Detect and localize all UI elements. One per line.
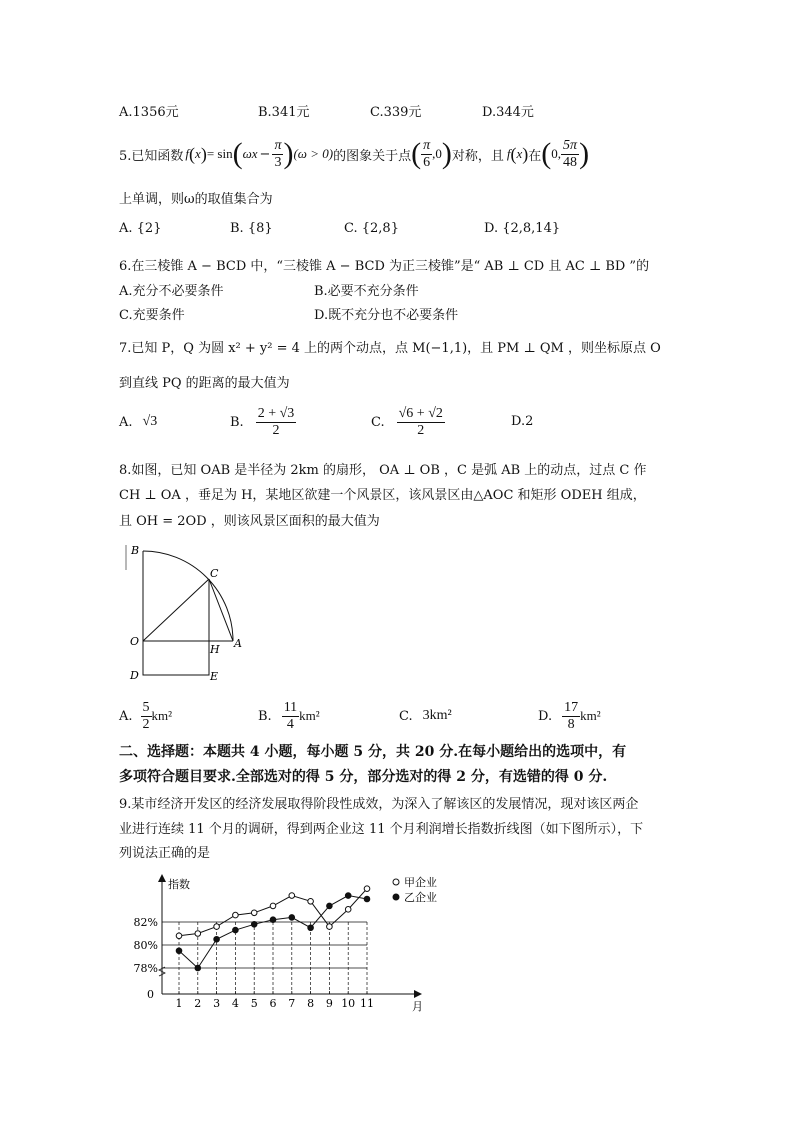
q5-eq: = sin [206, 146, 233, 161]
q7-option-a [119, 400, 157, 444]
q8-d-frac: $\frac{17}{8}$ [564, 699, 579, 732]
q6-option-d: D.既不充分也不必要条件 [314, 308, 459, 323]
section2-line1: 二、选择题：本题共 4 小题，每小题 5 分，共 20 分.在每小题给出的选项中，有 [119, 744, 627, 760]
series-1-point [289, 893, 295, 899]
series-2-point [308, 925, 314, 931]
q6-option-a: A.充分不必要条件 [119, 284, 224, 299]
legend-marker-1 [393, 879, 399, 885]
q5-option-a: A. {2} [119, 221, 162, 236]
q9-line3: 列说法正确的是 [119, 846, 211, 861]
x-tick-label: 3 [213, 997, 221, 1010]
q4-option-d: D.344元 [482, 105, 534, 120]
q8-option-d [538, 694, 601, 738]
q8-a-label: A. [119, 708, 133, 724]
fig-label-c: C [210, 567, 219, 580]
series-1-point [195, 931, 201, 937]
q8-b-frac: $\frac{11}{4}$ [283, 699, 298, 732]
x-tick-label: 2 [194, 997, 202, 1010]
fig-label-a: A [234, 637, 242, 650]
q5-option-c: C. {2,8} [344, 221, 399, 236]
series-1-point [233, 912, 239, 918]
x-tick-label: 9 [325, 997, 333, 1010]
series-2-point [176, 948, 182, 954]
q5-sym: 对称，且 [451, 148, 504, 164]
q9-line-chart [130, 872, 460, 1020]
q6-stem: 6.在三棱锥 A − BCD 中，“三棱锥 A − BCD 为正三棱锥”是“ AB ⊥ CD 且 AC ⊥ BD ”的 [119, 259, 650, 274]
q8-option-c [399, 694, 452, 738]
series-1-point [308, 899, 314, 905]
q5-in: 在 [528, 148, 542, 164]
q4-option-b: B.341元 [258, 105, 310, 120]
legend-label-1: 甲企业 [404, 876, 437, 889]
q4-option-c: C.339元 [370, 105, 422, 120]
q5-interval-start: 0, [551, 146, 562, 161]
q5-pi-over-6: $\frac{\pi}{6}$ [423, 137, 431, 170]
q8-c-value: 3km² [422, 708, 452, 723]
x-tick-label: 6 [269, 997, 277, 1010]
q7-a-value: √3 [142, 414, 158, 429]
fig-label-o: O [130, 635, 140, 648]
x-tick-label: 10 [341, 997, 356, 1010]
q8-option-b [258, 694, 320, 738]
q7-a-label: A. [119, 414, 133, 430]
fig-label-d: D [130, 669, 139, 682]
series-1-point [364, 886, 370, 892]
series-1-point [345, 907, 351, 913]
series-1-point [214, 924, 220, 930]
q5-stem: 5.已知函数 f ( x ) = sin ( ω x − $\frac{\pi}{3}$ ) (ω > 0) 的图象关于点 ( $\frac{\pi}{6}$ ,0 ) 对称，且 f ( x ) 在 ( 0, $\frac{5\pi}{48}$ ) [119, 137, 590, 170]
x-tick-label: 11 [360, 997, 374, 1010]
y-axis-label: 指数 [168, 878, 190, 891]
legend-label-2: 乙企业 [404, 891, 437, 904]
q8-d-unit: km² [580, 708, 601, 723]
x-axis-label: 月 [412, 1000, 423, 1013]
q7-b-frac: $\frac{2 + √3}{2}$ [257, 405, 295, 438]
q7-b-label: B. [230, 414, 244, 430]
series-1-point [327, 924, 333, 930]
section2-line2: 多项符合题目要求.全部选对的得 5 分，部分选对的得 2 分，有选错的得 0 分. [119, 769, 608, 785]
q5-5pi-over-48: $\frac{5\pi}{48}$ [563, 137, 578, 170]
series-1-point [176, 933, 182, 939]
y-tick-label: 78% [133, 962, 158, 975]
series-2-point [289, 915, 295, 921]
q9-line2: 业进行连续 11 个月的调研，得到两企业这 11 个月利润增长指数折线图（如下图所示），下 [119, 822, 644, 837]
q8-line2: CH ⊥ OA ，垂足为 H，某地区欲建一个风景区，该风景区由△AOC 和矩形 ODEH 组成， [119, 488, 646, 503]
q7-option-b [230, 400, 296, 444]
x-tick-label: 4 [231, 997, 239, 1010]
q4-option-a: A.1356元 [119, 105, 179, 120]
series-2-point [251, 922, 257, 928]
q5-f: f [185, 146, 190, 161]
q8-a-frac: $\frac{5}{2}$ [142, 699, 150, 732]
series-2-point [214, 936, 220, 942]
fig-label-b: B [131, 544, 140, 557]
q5-omega: ω [242, 146, 252, 161]
q8-c-label: C. [399, 708, 413, 724]
y-tick-label: 80% [133, 939, 158, 952]
q8-d-label: D. [538, 708, 553, 724]
q8-line1: 8.如图，已知 OAB 是半径为 2km 的扇形， OA ⊥ OB ，C 是弧 AB 上的动点，过点 C 作 [119, 463, 647, 478]
q5-line2: 上单调，则ω的取值集合为 [119, 192, 273, 207]
series-1-point [251, 910, 257, 916]
series-2-point [345, 893, 351, 899]
q5-x3: x [516, 146, 523, 161]
q8-b-label: B. [258, 708, 272, 724]
fig-label-h: H [210, 643, 220, 656]
series-1-point [270, 903, 276, 909]
origin-label: 0 [147, 988, 154, 1001]
q6-option-b: B.必要不充分条件 [314, 284, 419, 299]
series-2-point [364, 896, 370, 902]
q5-prefix: 5.已知函数 [119, 148, 184, 164]
q6-option-c: C.充要条件 [119, 308, 185, 323]
series-2-point [270, 917, 276, 923]
q5-f2: f [506, 146, 511, 161]
q9-line1: 9.某市经济开发区的经济发展取得阶段性成效，为深入了解该区的发展情况，现对该区两企 [119, 797, 639, 812]
q5-x: x [195, 146, 201, 161]
y-tick-label: 82% [133, 916, 158, 929]
q5-mid: 的图象关于点 [333, 148, 412, 164]
q8-option-a [119, 694, 172, 738]
x-tick-label: 5 [250, 997, 258, 1010]
q5-condition: (ω > 0) [293, 146, 334, 161]
q7-c-frac: $\frac{√6 + √2}{2}$ [398, 405, 443, 438]
fig-label-e: E [210, 670, 219, 683]
q7-line2: 到直线 PQ 的距离的最大值为 [119, 376, 290, 391]
x-tick-label: 7 [288, 997, 296, 1010]
q5-x2: x [251, 146, 258, 161]
q5-zero: ,0 [432, 146, 442, 161]
q8-sector-figure [118, 540, 258, 690]
x-tick-label: 1 [175, 997, 183, 1010]
q7-c-label: C. [371, 414, 385, 430]
legend-marker-2 [393, 894, 399, 900]
q5-pi-over-3: $\frac{\pi}{3}$ [274, 137, 282, 170]
q5-option-d: D. {2,8,14} [484, 221, 561, 236]
q8-b-unit: km² [299, 708, 320, 723]
q7-stem: 7.已知 P，Q 为圆 x² + y² = 4 上的两个动点，点 M(−1,1)，且 PM ⊥ QM ，则坐标原点 O [119, 341, 661, 356]
q7-option-d: D.2 [511, 414, 534, 429]
q7-option-c [371, 400, 445, 444]
q8-a-unit: km² [151, 708, 173, 723]
q5-option-b: B. {8} [230, 221, 273, 236]
series-2-point [327, 903, 333, 909]
series-2-point [195, 965, 201, 971]
series-2-point [233, 927, 239, 933]
q8-line3: 且 OH = 2OD ，则该风景区面积的最大值为 [119, 514, 380, 529]
x-tick-label: 8 [307, 997, 315, 1010]
chart-legend [393, 875, 437, 904]
chart-grid [162, 922, 367, 994]
